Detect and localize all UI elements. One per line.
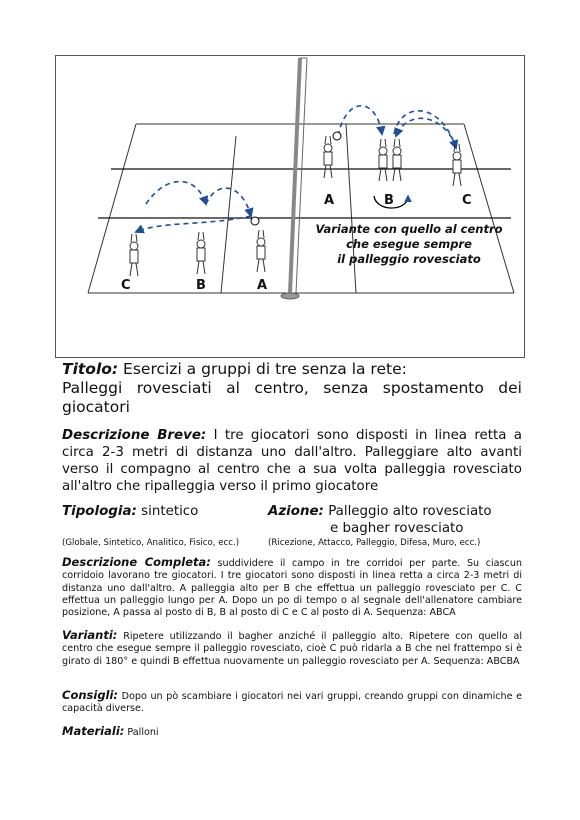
- titolo-label: Titolo:: [62, 360, 119, 378]
- azione-value-line2: e bagher rovesciato: [330, 521, 464, 536]
- descrizione-completa-text: suddividere il campo in tre corridoi per parte. Su ciascun corridoio lavorano tre giocatori. I tre giocatori sono disposti in linea retta a circa 2-3 metri di distanza uno dall'altro. A palleggia alto per B che effettua un palleggio rovesciato per C. C effettua un palleggio lungo per A. Dopo un po di tempo o al segnale dell'allenatore cambiare posizione, A passa al posto di B, B al posto di C e C al posto di A. Sequenza: ABCA: [62, 558, 522, 619]
- player-lower-b: [197, 232, 205, 274]
- court-drawing: [56, 56, 526, 359]
- azione: [268, 503, 492, 537]
- materiali-label: Materiali:: [62, 724, 125, 738]
- lower-label-b: B: [196, 278, 206, 293]
- consigli-section: [62, 689, 522, 716]
- varianti-text: Ripetere utilizzando il bagher anziché il palleggio alto. Ripetere con quello al centro che esegue sempre il palleggio rovesciato, cioè C può ridarla a B che nel frattempo si è girato di 180° e quindi B effettua nuovamente un palleggio rovesciato per A. Sequenza: ABCBA: [62, 631, 523, 667]
- descrizione-breve-text: I tre giocatori sono disposti in linea retta a circa 2-3 metri di distanza uno dall'altro. Palleggiare alto avanti verso il compagno al centro che a sua volta palleggia rovesciato all'altro che ripalleggia verso il primo giocatore: [62, 428, 522, 494]
- tipologia-value: sintetico: [141, 504, 199, 519]
- azione-options: (Ricezione, Attacco, Palleggio, Difesa, Muro, ecc.): [268, 538, 481, 548]
- player-upper-a: [324, 136, 332, 178]
- descrizione-breve-section: [62, 427, 522, 495]
- consigli-text: Dopo un pò scambiare i giocatori nei vari gruppi, creando gruppi con dinamiche e capacità diverse.: [62, 691, 522, 715]
- azione-label: Azione:: [268, 504, 324, 519]
- diagram-caption: Variante con quello al centro che esegue sempre il palleggio rovesciato: [315, 222, 503, 266]
- court-lines: [88, 124, 514, 293]
- descrizione-completa-section: [62, 556, 522, 619]
- varianti-section: [62, 629, 522, 668]
- azione-value-line1: Palleggio alto rovesciato: [328, 504, 492, 519]
- player-upper-b: [379, 139, 387, 181]
- titolo-line1: Esercizi a gruppi di tre senza la rete:: [123, 360, 407, 378]
- tipologia-label: Tipologia:: [62, 504, 137, 519]
- lower-label-a: A: [257, 278, 268, 293]
- descrizione-breve-label: Descrizione Breve:: [62, 428, 207, 443]
- tipologia-options: (Globale, Sintetico, Analitico, Fisico, ecc.): [62, 538, 240, 548]
- titolo-section: [62, 360, 522, 417]
- titolo-line2: Palleggi rovesciati al centro, senza spostamento dei giocatori: [62, 379, 522, 416]
- descrizione-completa-label: Descrizione Completa:: [62, 555, 211, 569]
- player-lower-a: [257, 230, 265, 272]
- materiali-section: [62, 725, 522, 739]
- tipologia: [62, 503, 198, 520]
- player-lower-c: [130, 234, 138, 276]
- player-upper-b2: [393, 139, 401, 181]
- exercise-diagram: [55, 55, 525, 358]
- upper-label-c: C: [462, 193, 472, 208]
- varianti-label: Varianti:: [62, 628, 118, 642]
- lower-label-c: C: [121, 278, 131, 293]
- upper-label-b: B: [384, 193, 394, 208]
- consigli-label: Consigli:: [62, 688, 119, 702]
- player-upper-c: [453, 144, 461, 186]
- upper-label-a: A: [324, 193, 335, 208]
- materiali-value: Palloni: [127, 727, 159, 738]
